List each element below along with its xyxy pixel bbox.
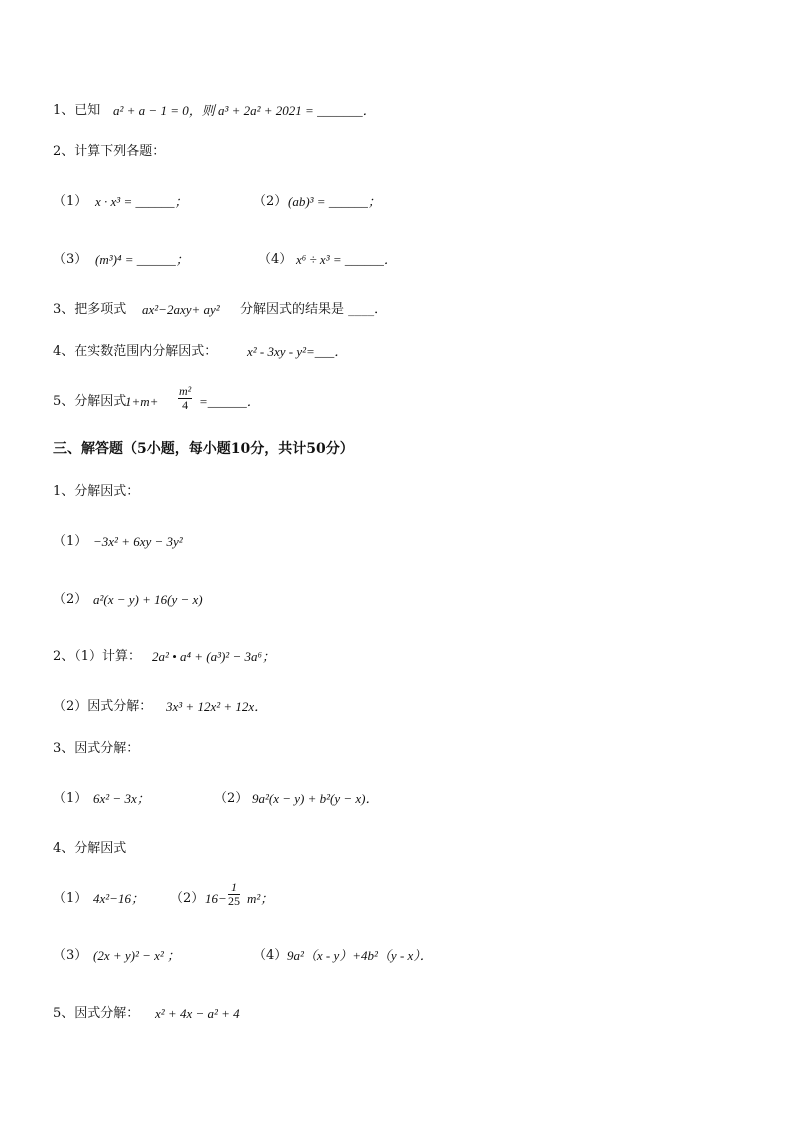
question-number: 1、已知 xyxy=(53,103,101,118)
math-expression: (ab)³ = ______； xyxy=(288,194,381,209)
fraction-numerator: m² xyxy=(179,384,192,398)
math-expression: m²； xyxy=(247,891,274,906)
math-expression: 2a² • a⁴ + (a³)² − 3a⁶； xyxy=(152,649,275,664)
math-expression: 3x³ + 12x² + 12x． xyxy=(166,699,268,714)
sub-label: （1） xyxy=(53,891,88,906)
sub-label: （2） xyxy=(170,891,205,906)
subquestion-row xyxy=(0,193,794,223)
math-expression: (2x + y)² − x² ； xyxy=(93,948,181,963)
question-text: 4、分解因式 xyxy=(53,841,127,856)
math-expression: (m³)⁴ = ______； xyxy=(95,252,189,267)
question-text: 5、因式分解： xyxy=(53,1006,140,1021)
fraction xyxy=(228,881,240,908)
fraction-denominator: 4 xyxy=(182,398,189,412)
math-expression: x² + 4x − a² + 4 xyxy=(155,1006,240,1021)
math-expression: ax²−2axy+ ay² xyxy=(142,302,220,317)
sub-label: （3） xyxy=(53,252,88,267)
math-expression: a²(x − y) + 16(y − x) xyxy=(93,592,203,607)
math-expression: x² - 3xy - y²=___． xyxy=(247,344,348,359)
question-2 xyxy=(0,648,794,678)
subquestion-row xyxy=(0,880,794,920)
section-heading xyxy=(0,440,794,470)
question-text: 2、计算下列各题： xyxy=(53,144,166,159)
sub-label: （2） xyxy=(53,592,88,607)
question-text: 4、在实数范围内分解因式： xyxy=(53,344,218,359)
sub-label: （1） xyxy=(53,534,88,549)
sub-label: （2） xyxy=(253,194,288,209)
subquestion-row xyxy=(0,790,794,820)
section-title: 三、解答题（5小题，每小题10分，共计50分） xyxy=(53,441,354,457)
math-expression: 4x²−16； xyxy=(93,891,144,906)
sub-label: （3） xyxy=(53,948,88,963)
question-text: 3、把多项式 xyxy=(53,302,127,317)
math-expression: 1+m+ xyxy=(125,394,159,409)
sub-label: （4） xyxy=(258,252,293,267)
question-3 xyxy=(0,740,794,770)
subquestion-row xyxy=(0,533,794,563)
question-fill-2 xyxy=(0,143,794,173)
question-fill-5 xyxy=(0,385,794,425)
math-expression: x⁶ ÷ x³ = ______． xyxy=(296,252,397,267)
question-text: 5、分解因式 xyxy=(53,394,127,409)
question-text: 分解因式的结果是 ____． xyxy=(240,302,388,317)
math-expression: −3x² + 6xy − 3y² xyxy=(93,534,183,549)
question-fill-3 xyxy=(0,301,794,331)
question-text: 2、（1）计算： xyxy=(53,649,142,664)
question-fill-4 xyxy=(0,343,794,373)
math-expression: =______． xyxy=(199,394,260,409)
question-1 xyxy=(0,483,794,513)
fraction-numerator: 1 xyxy=(228,881,240,895)
question-text: （2）因式分解： xyxy=(53,699,153,714)
sub-label: （2） xyxy=(214,791,249,806)
math-expression: x · x³ = ______； xyxy=(95,194,188,209)
question-text: 3、因式分解： xyxy=(53,741,140,756)
sub-label: （4） xyxy=(253,948,288,963)
question-5 xyxy=(0,1005,794,1035)
sub-label: （1） xyxy=(53,194,88,209)
subquestion-row xyxy=(0,698,794,728)
question-fill-1 xyxy=(0,102,794,132)
question-4 xyxy=(0,840,794,870)
math-expression: 9a²（x - y）+4b²（y - x）． xyxy=(287,948,433,963)
subquestion-row xyxy=(0,947,794,977)
subquestion-row xyxy=(0,251,794,281)
subquestion-row xyxy=(0,591,794,621)
question-text: 1、分解因式： xyxy=(53,484,140,499)
math-expression: a² + a − 1 = 0，则 a³ + 2a² + 2021 = _______． xyxy=(113,103,376,118)
math-expression: 9a²(x − y) + b²(y − x)． xyxy=(252,791,379,806)
fraction xyxy=(178,385,192,412)
math-expression: 6x² − 3x； xyxy=(93,791,150,806)
math-expression: 16− xyxy=(205,891,227,906)
sub-label: （1） xyxy=(53,791,88,806)
fraction-denominator: 25 xyxy=(228,894,240,908)
